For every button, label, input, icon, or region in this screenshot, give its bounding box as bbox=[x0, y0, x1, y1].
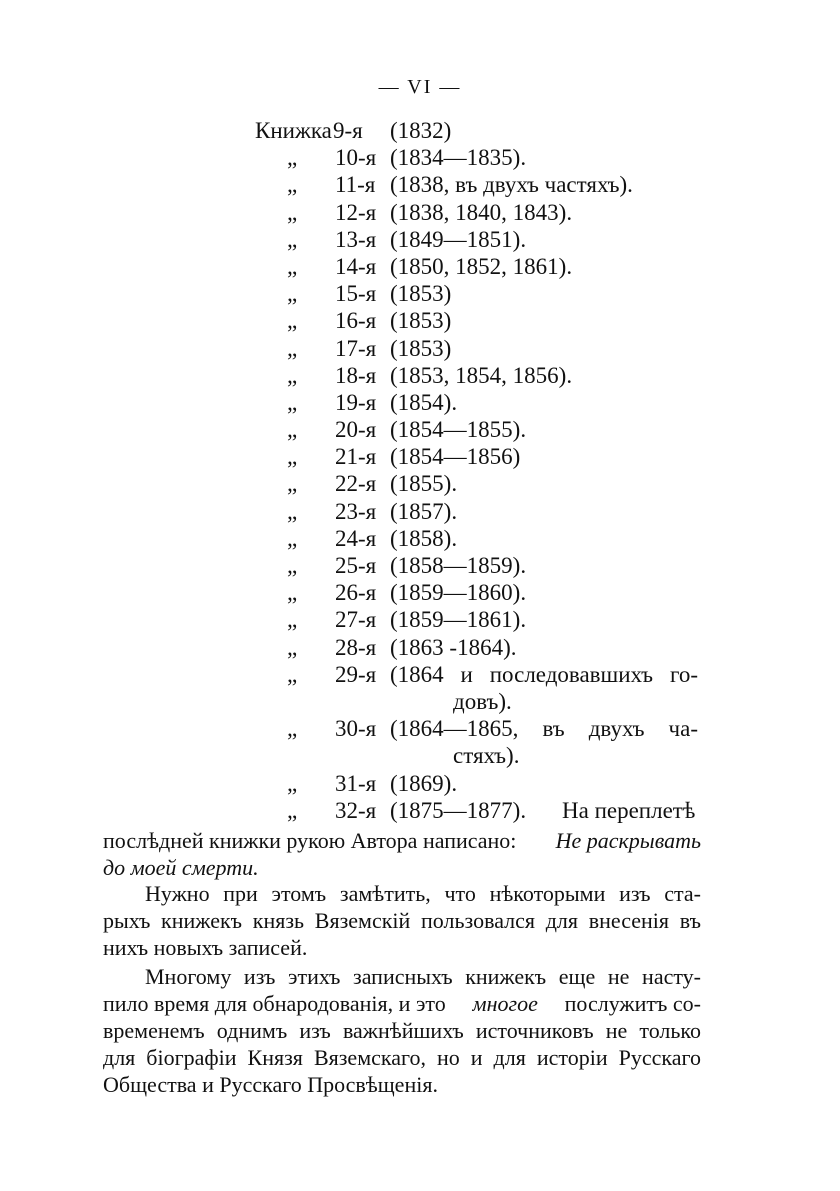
word: ча- bbox=[668, 716, 698, 742]
list-item bbox=[255, 634, 715, 661]
notebook-number: 10-я bbox=[335, 145, 377, 171]
paragraph-2 bbox=[103, 880, 701, 961]
notebook-number: 28-я bbox=[335, 634, 377, 660]
notebook-number: 23-я bbox=[335, 498, 377, 524]
text-run: послѣдней книжки рукою Автора написано: bbox=[103, 828, 517, 853]
notebook-years: (1832) bbox=[390, 118, 452, 143]
notebook-years-continued: довъ). bbox=[453, 688, 512, 714]
list-item bbox=[255, 470, 715, 497]
list-item bbox=[255, 144, 715, 171]
notebook-number: 19-я bbox=[335, 389, 377, 415]
text-line bbox=[103, 990, 701, 1017]
notebook-number: 29-я bbox=[335, 661, 377, 687]
notebook-years: (1853) bbox=[390, 335, 452, 361]
notebook-years: (1858—1859). bbox=[390, 553, 527, 578]
list-item bbox=[255, 525, 715, 552]
word: (1864 bbox=[390, 661, 444, 687]
ditto-mark: „ bbox=[287, 471, 298, 497]
notebook-years: (1854—1855). bbox=[390, 417, 527, 443]
italic-text: многое bbox=[472, 991, 538, 1016]
notebook-years: (1858). bbox=[390, 525, 458, 551]
list-item bbox=[255, 253, 715, 280]
list-item bbox=[255, 443, 715, 470]
notebook-number: 26-я bbox=[335, 580, 377, 606]
ditto-mark: „ bbox=[287, 770, 298, 796]
notebook-number: 18-я bbox=[335, 362, 377, 388]
word: и bbox=[460, 661, 473, 687]
notebook-years: (1875—1877). bbox=[390, 797, 527, 823]
notebook-number: 11-я bbox=[335, 172, 376, 198]
notebook-years: (1853, 1854, 1856). bbox=[390, 362, 573, 388]
list-item bbox=[255, 552, 715, 579]
notebook-number: 32-я bbox=[335, 797, 377, 823]
ditto-mark: „ bbox=[287, 362, 298, 388]
list-item bbox=[255, 199, 715, 226]
list-item bbox=[255, 715, 715, 742]
italic-text: до моей смерти. bbox=[103, 855, 259, 880]
text-line bbox=[103, 854, 701, 881]
list-item bbox=[255, 307, 715, 334]
notebook-years: (1857). bbox=[390, 498, 458, 524]
ditto-mark: „ bbox=[287, 308, 298, 334]
notebook-number: 30-я bbox=[335, 716, 377, 742]
notebook-number: 22-я bbox=[335, 471, 377, 497]
ditto-mark: „ bbox=[287, 281, 298, 307]
ditto-mark: „ bbox=[287, 226, 298, 252]
word: го- bbox=[669, 661, 698, 687]
notebook-number: 13-я bbox=[335, 226, 377, 252]
notebook-number: 15-я bbox=[335, 281, 377, 307]
notebook-number: 9-я bbox=[333, 118, 363, 143]
notebook-years-continued: стяхъ). bbox=[453, 743, 520, 769]
ditto-mark: „ bbox=[287, 607, 298, 633]
list-item bbox=[255, 226, 715, 253]
ditto-mark: „ bbox=[287, 444, 298, 470]
notebook-years: (1854). bbox=[390, 389, 458, 415]
italic-text: Не раскрывать bbox=[555, 828, 701, 853]
word: (1864—1865, bbox=[390, 716, 519, 742]
text-line: рыхъ книжекъ князь Вяземскій пользовался для внесенія въ bbox=[103, 908, 701, 933]
text-line: Нужно при этомъ замѣтить, что нѣкоторыми изъ ста- bbox=[145, 881, 701, 906]
notebook-number: 17-я bbox=[335, 335, 377, 361]
list-item bbox=[255, 606, 715, 633]
ditto-mark: „ bbox=[287, 634, 298, 660]
list-item bbox=[255, 797, 715, 824]
notebook-number: 16-я bbox=[335, 308, 377, 334]
ditto-mark: „ bbox=[287, 498, 298, 524]
notebook-years bbox=[390, 661, 698, 688]
ditto-mark: „ bbox=[287, 389, 298, 415]
ditto-mark: „ bbox=[287, 553, 298, 578]
paragraph-3 bbox=[103, 963, 701, 1098]
notebook-years: (1869). bbox=[390, 770, 458, 796]
word: последовавшихъ bbox=[489, 661, 654, 687]
notebook-years: (1863 -1864). bbox=[390, 634, 517, 660]
notebook-years bbox=[390, 715, 698, 742]
list-item bbox=[255, 770, 715, 797]
ditto-mark: „ bbox=[287, 661, 298, 687]
text-line: временемъ однимъ изъ важнѣйшихъ источниковъ не только bbox=[103, 1018, 701, 1043]
page-number: — VI — bbox=[378, 76, 462, 98]
ditto-mark: „ bbox=[287, 580, 298, 606]
notebook-number: 14-я bbox=[335, 253, 377, 279]
list-item-continuation bbox=[255, 742, 715, 769]
notebook-number: 21-я bbox=[335, 444, 377, 470]
ditto-mark: „ bbox=[287, 417, 298, 443]
list-item bbox=[255, 389, 715, 416]
list-item bbox=[255, 335, 715, 362]
notebook-years: (1859—1860). bbox=[390, 580, 527, 606]
notebook-number: 24-я bbox=[335, 525, 377, 551]
notebook-years: (1853) bbox=[390, 308, 452, 334]
word: двухъ bbox=[588, 716, 645, 742]
text-line: для біографіи Князя Вяземскаго, но и для исторіи Русскаго bbox=[103, 1045, 701, 1070]
notebook-years: (1850, 1852, 1861). bbox=[390, 253, 573, 279]
notebook-years: (1834—1835). bbox=[390, 145, 527, 171]
text-line: Многому изъ этихъ записныхъ книжекъ еще не насту- bbox=[145, 964, 701, 989]
notebook-number: 31-я bbox=[335, 770, 377, 796]
ditto-mark: „ bbox=[287, 253, 298, 279]
word: въ bbox=[542, 716, 565, 742]
notebook-number: 20-я bbox=[335, 417, 377, 443]
text-run: пило время для обнародованія, и это bbox=[103, 991, 446, 1016]
list-item bbox=[255, 579, 715, 606]
list-item bbox=[255, 171, 715, 198]
notebook-years: (1838, 1840, 1843). bbox=[390, 199, 573, 225]
text-line: нихъ новыхъ записей. bbox=[103, 935, 308, 960]
ditto-mark: „ bbox=[287, 525, 298, 551]
list-item bbox=[255, 498, 715, 525]
notebook-number: 12-я bbox=[335, 199, 377, 225]
ditto-mark: „ bbox=[287, 716, 298, 742]
list-item bbox=[255, 362, 715, 389]
list-item bbox=[255, 117, 715, 144]
notebook-years: (1855). bbox=[390, 471, 458, 497]
text-run: послужитъ со- bbox=[564, 991, 701, 1016]
text-line: Общества и Русскаго Просвѣщенія. bbox=[103, 1072, 438, 1097]
paragraph-1 bbox=[103, 827, 701, 881]
sentence-start: На переплетѣ bbox=[562, 797, 696, 823]
notebook-number: 25-я bbox=[335, 553, 377, 578]
ditto-mark: „ bbox=[287, 797, 298, 823]
ditto-mark: „ bbox=[287, 172, 298, 198]
text-line bbox=[103, 827, 701, 854]
list-item bbox=[255, 661, 715, 688]
ditto-mark: „ bbox=[287, 199, 298, 225]
list-item bbox=[255, 280, 715, 307]
notebook-years: (1859—1861). bbox=[390, 607, 527, 633]
notebook-number: 27-я bbox=[335, 607, 377, 633]
notebook-years: (1849—1851). bbox=[390, 226, 527, 252]
list-item-continuation bbox=[255, 688, 715, 715]
notebook-list bbox=[255, 117, 715, 824]
notebook-years: (1838, въ двухъ частяхъ). bbox=[390, 172, 633, 198]
list-item bbox=[255, 416, 715, 443]
list-lead-word: Книжка bbox=[255, 118, 332, 143]
ditto-mark: „ bbox=[287, 145, 298, 171]
ditto-mark: „ bbox=[287, 335, 298, 361]
notebook-years: (1853) bbox=[390, 281, 452, 307]
notebook-years: (1854—1856) bbox=[390, 444, 521, 470]
